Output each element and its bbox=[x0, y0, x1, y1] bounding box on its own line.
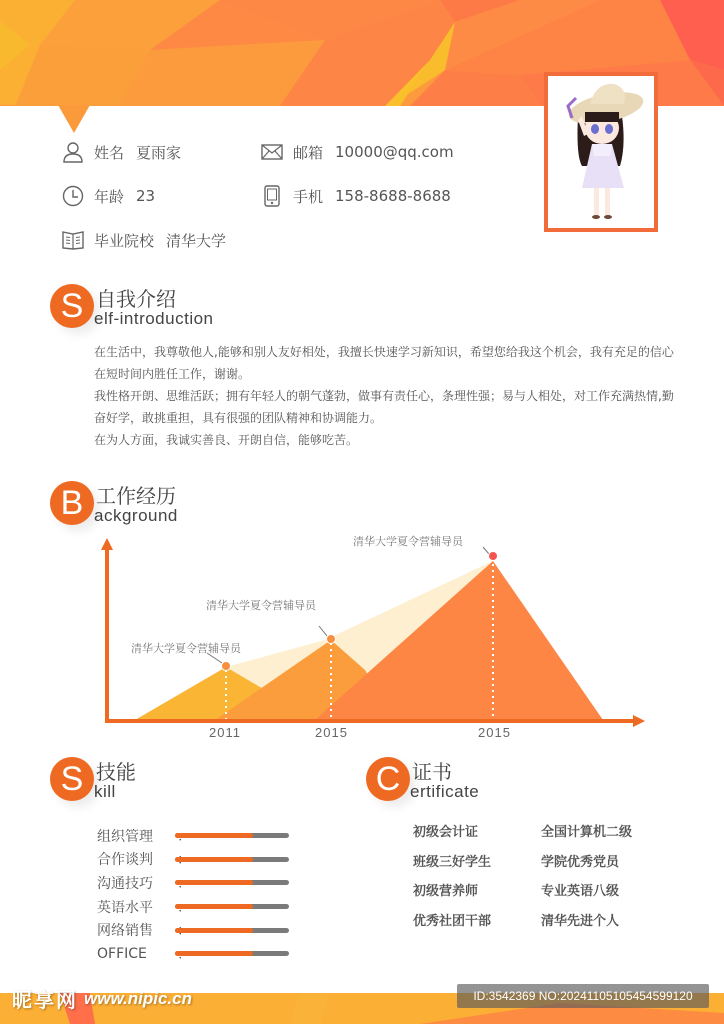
certificates-grid bbox=[413, 823, 671, 931]
envelope-icon bbox=[261, 141, 283, 163]
skill-name: 网络销售 bbox=[97, 923, 153, 940]
section-heading-work bbox=[50, 481, 178, 525]
chart-annotation: 清华大学夏令营辅导员 bbox=[131, 642, 241, 655]
section-heading-skills bbox=[50, 757, 136, 801]
chart-annotation: 清华大学夏令营辅导员 bbox=[206, 599, 316, 612]
certificate-item: 学院优秀党员 bbox=[541, 854, 620, 870]
certificate-item: 专业英语八级 bbox=[541, 884, 620, 899]
school-value: 清华大学 bbox=[166, 231, 227, 250]
mobile-phone-icon bbox=[261, 185, 283, 207]
skill-bar bbox=[175, 928, 289, 933]
skill-bar-fill bbox=[175, 857, 253, 862]
section-badge-s: S bbox=[50, 284, 94, 328]
banner-pointer bbox=[58, 105, 90, 133]
certificate-item: 初级营养师 bbox=[413, 884, 479, 899]
skill-bar-fill bbox=[175, 951, 253, 956]
skill-bar bbox=[175, 833, 289, 838]
phone-label: 手机 bbox=[293, 187, 324, 206]
book-icon bbox=[62, 229, 84, 251]
skill-name: 沟通技巧 bbox=[97, 875, 153, 892]
section-title-en: ertificate bbox=[410, 782, 480, 801]
certificate-item: 优秀社团干部 bbox=[413, 913, 492, 929]
intro-text bbox=[94, 341, 674, 451]
intro-paragraph: 我性格开朗、思维活跃；拥有年轻人的朝气蓬勃，做事有责任心，条理性强；易与人相处，对工作充满热情,勤奋好学，敢挑重担，具有很强的团队精神和协调能力。 bbox=[94, 389, 674, 425]
profile-age-row bbox=[62, 185, 155, 207]
certificate-item: 全国计算机二级 bbox=[541, 825, 633, 840]
certificate-item: 班级三好学生 bbox=[413, 854, 492, 870]
skill-item bbox=[97, 918, 289, 942]
profile-email-row bbox=[261, 141, 454, 163]
name-value: 夏雨家 bbox=[136, 143, 182, 162]
section-title-cn: 自我介绍 bbox=[96, 287, 176, 311]
name-label: 姓名 bbox=[94, 143, 125, 162]
section-heading-intro bbox=[50, 284, 214, 328]
intro-paragraph: 在为人方面，我诚实善良、开朗自信，能够吃苦。 bbox=[94, 433, 359, 447]
certificate-item: 清华先进个人 bbox=[541, 913, 620, 929]
skill-bar bbox=[175, 951, 289, 956]
skill-bar bbox=[175, 857, 289, 862]
section-title-en: ackground bbox=[94, 506, 178, 525]
skill-bar-fill bbox=[175, 904, 253, 909]
section-heading-certificates bbox=[366, 757, 479, 801]
skill-bar bbox=[175, 904, 289, 909]
skills-list bbox=[97, 824, 289, 966]
profile-name-row bbox=[62, 141, 181, 163]
intro-paragraph: 在生活中，我尊敬他人,能够和别人友好相处，我擅长快速学习新知识，希望您给我这个机会，我有充足的信心在短时间内胜任工作，谢谢。 bbox=[94, 345, 674, 381]
skill-item bbox=[97, 848, 289, 872]
x-tick-label: 2015 bbox=[478, 725, 511, 740]
skill-bar-fill bbox=[175, 880, 253, 885]
girl-illustration-icon bbox=[548, 76, 654, 228]
watermark-url: www.nipic.cn bbox=[84, 988, 192, 1008]
watermark-logo bbox=[12, 984, 192, 1013]
marker-dot bbox=[489, 552, 498, 561]
phone-value: 158-8688-8688 bbox=[335, 187, 451, 205]
age-value: 23 bbox=[136, 187, 156, 205]
skill-bar-fill bbox=[175, 928, 253, 933]
section-title-cn: 技能 bbox=[96, 760, 136, 784]
age-label: 年龄 bbox=[94, 187, 125, 206]
marker-dot bbox=[222, 662, 231, 671]
user-icon bbox=[62, 141, 84, 163]
certificate-item: 初级会计证 bbox=[413, 825, 479, 840]
skill-name: 英语水平 bbox=[97, 899, 153, 916]
watermark-brand: 昵享网 bbox=[12, 990, 78, 1012]
x-tick-label: 2011 bbox=[209, 725, 241, 740]
section-badge-b: B bbox=[50, 481, 94, 525]
profile-photo bbox=[544, 72, 658, 232]
skill-name: OFFICE bbox=[97, 945, 147, 962]
skill-bar bbox=[175, 880, 289, 885]
skill-bar-fill bbox=[175, 833, 253, 838]
skill-item bbox=[97, 824, 289, 848]
profile-phone-row bbox=[261, 185, 451, 207]
email-label: 邮箱 bbox=[293, 143, 324, 162]
skill-name: 组织管理 bbox=[97, 828, 153, 845]
chart-annotation: 清华大学夏令营辅导员 bbox=[353, 535, 463, 548]
marker-dot bbox=[327, 635, 336, 644]
watermark-id: ID:3542369 NO:20241105105454599120 bbox=[457, 984, 709, 1008]
section-title-cn: 工作经历 bbox=[96, 484, 176, 508]
skill-item bbox=[97, 895, 289, 919]
school-label: 毕业院校 bbox=[94, 231, 155, 250]
email-value: 10000@qq.com bbox=[335, 143, 454, 161]
section-badge-c: C bbox=[366, 757, 410, 801]
skill-item bbox=[97, 942, 289, 966]
section-title-cn: 证书 bbox=[412, 760, 452, 784]
section-badge-s: S bbox=[50, 757, 94, 801]
clock-icon bbox=[62, 185, 84, 207]
section-title-en: kill bbox=[94, 782, 116, 801]
x-tick-label: 2015 bbox=[315, 725, 348, 740]
work-timeline-chart bbox=[95, 530, 655, 750]
skill-item bbox=[97, 871, 289, 895]
skill-name: 合作谈判 bbox=[97, 852, 153, 869]
profile-school-row bbox=[62, 229, 226, 251]
section-title-en: elf-introduction bbox=[94, 309, 214, 328]
